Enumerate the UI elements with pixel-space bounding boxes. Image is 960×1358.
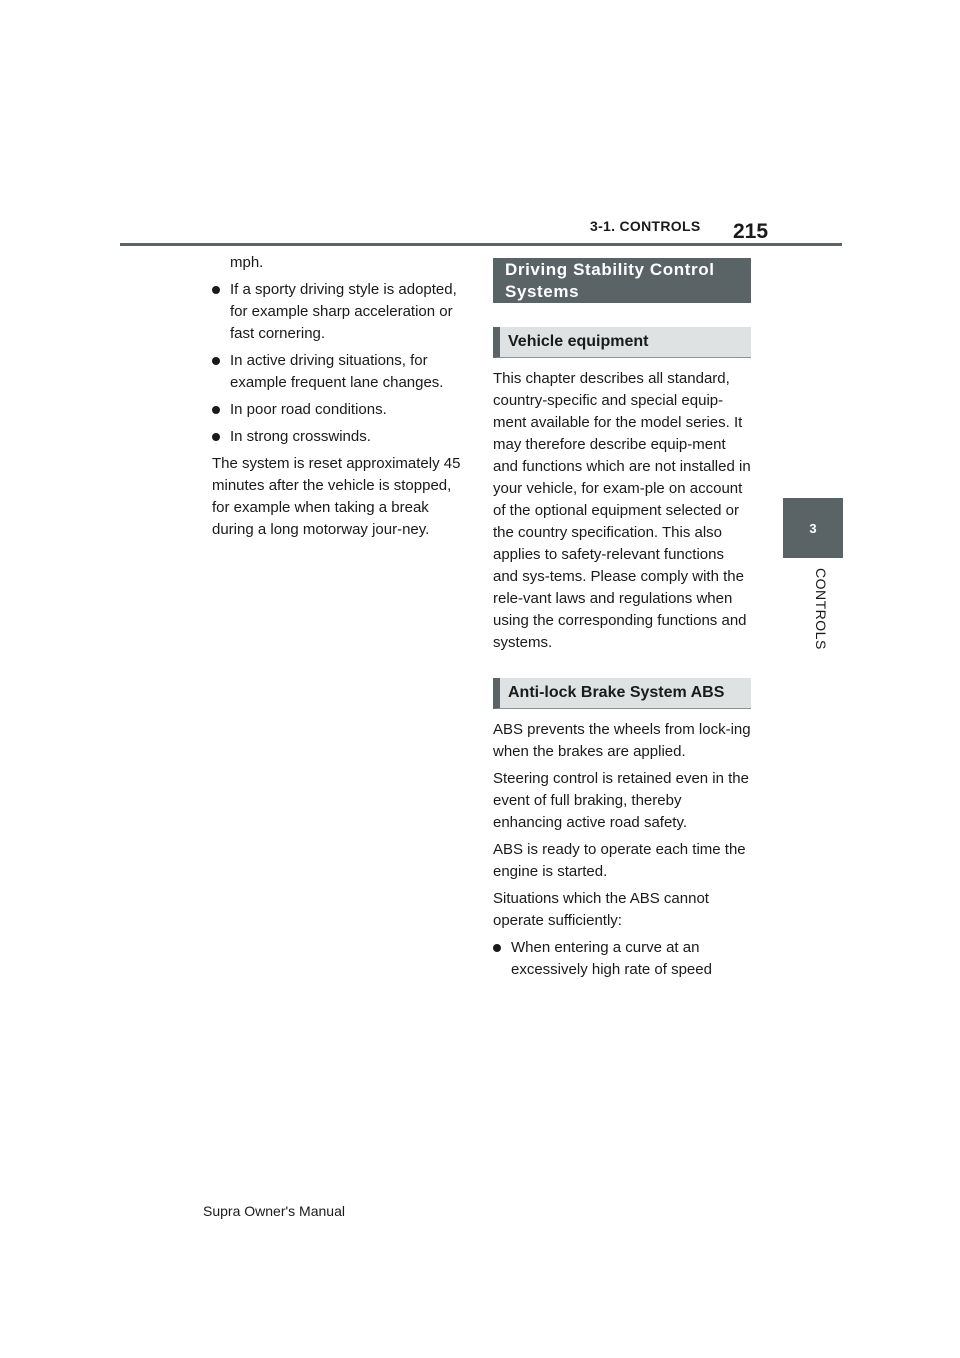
list-item: [212, 426, 464, 448]
vehicle-equipment-heading: Vehicle equipment: [493, 327, 751, 358]
list-item: [212, 279, 464, 345]
continued-text: mph.: [230, 254, 264, 271]
right-column: [493, 258, 751, 986]
left-column: [212, 252, 464, 546]
abs-paragraph: ABS prevents the wheels from lock-ing when the brakes are applied.: [493, 721, 751, 760]
chapter-label: CONTROLS: [813, 568, 829, 650]
section-title: 3-1. CONTROLS: [590, 218, 701, 234]
bullet-icon: [212, 357, 220, 365]
list-item-text: In active driving situations, for example frequent lane changes.: [230, 352, 444, 391]
list-item: [212, 350, 464, 394]
list-item-text: In strong crosswinds.: [230, 428, 371, 445]
list-item-text: When entering a curve at an excessively high rate of speed: [511, 939, 712, 978]
vehicle-equipment-text: This chapter describes all standard, country-specific and special equip-ment available for the model series. It may therefore describe equip-ment and functions which are not installed in your vehicle, for exam-ple on account of the optional equipment selected or the country specification. This also applies to safety-relevant functions and sys-tems. Please comply with the rele-vant laws and regulations when using the corresponding functions and systems.: [493, 370, 751, 651]
header-divider: [120, 243, 842, 246]
chapter-number: 3: [809, 520, 817, 536]
main-heading: Driving Stability Control Systems: [493, 258, 751, 303]
list-item-text: If a sporty driving style is adopted, for example sharp acceleration or fast cornering.: [230, 281, 457, 342]
abs-heading: Anti-lock Brake System ABS: [493, 678, 751, 709]
abs-paragraph: Steering control is retained even in the event of full braking, thereby enhancing active road safety.: [493, 770, 749, 831]
chapter-tab: [783, 498, 843, 558]
list-item: [493, 937, 751, 981]
abs-paragraph: ABS is ready to operate each time the engine is started.: [493, 841, 746, 880]
bullet-icon: [212, 406, 220, 414]
bullet-icon: [493, 944, 501, 952]
abs-paragraph: Situations which the ABS cannot operate sufficiently:: [493, 890, 709, 929]
bullet-icon: [212, 433, 220, 441]
list-item-text: In poor road conditions.: [230, 401, 387, 418]
page-number: 215: [733, 220, 769, 243]
reset-paragraph: The system is reset approximately 45 minutes after the vehicle is stopped, for example when taking a break during a long motorway jour-ney.: [212, 455, 461, 538]
bullet-icon: [212, 286, 220, 294]
footer-text: Supra Owner's Manual: [203, 1203, 345, 1219]
list-item: [212, 399, 464, 421]
